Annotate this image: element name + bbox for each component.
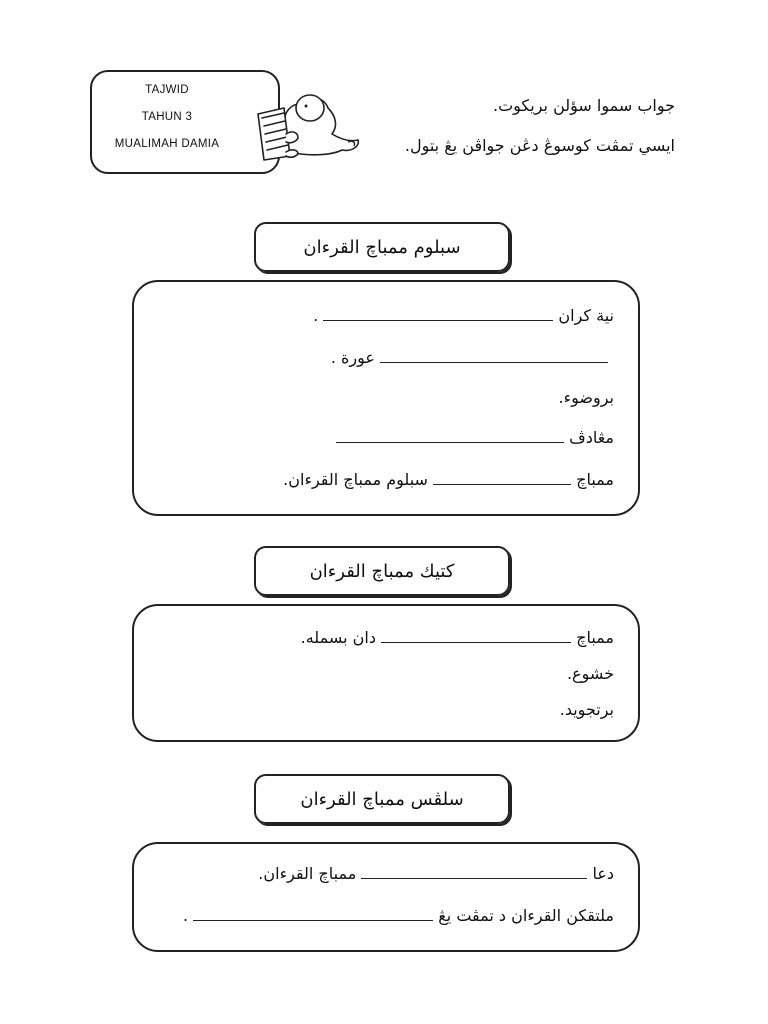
fill-line: ممباچ سبلوم ممباچ القرءان.	[283, 470, 614, 489]
section-box-before-reading	[132, 280, 640, 516]
answer-blank[interactable]	[381, 628, 571, 643]
answer-blank[interactable]	[193, 906, 433, 921]
year-label: TAHUN 3	[141, 111, 193, 123]
answer-blank[interactable]	[433, 470, 571, 485]
section-title-before-reading: سبلوم ممباچ القرءان	[254, 222, 510, 272]
answer-blank[interactable]	[336, 428, 564, 443]
subject-label: TAJWID	[145, 84, 189, 96]
section-box-during-reading	[132, 604, 640, 742]
fill-line: عورة .	[331, 348, 608, 368]
section-box-after-reading	[132, 842, 640, 952]
fill-line: ملتقكن القرءان د تمڤت يڠ .	[183, 906, 614, 925]
text-line: بروضوء.	[558, 388, 614, 407]
fill-line: نية كران .	[313, 306, 614, 325]
answer-blank[interactable]	[380, 348, 608, 363]
fill-line: دعا ممباچ القرءان.	[258, 864, 614, 883]
reading-mascot-icon	[246, 82, 366, 164]
text-line: برتجويد.	[559, 700, 614, 719]
section-title-after-reading: سلڤس ممباچ القرءان	[254, 774, 510, 824]
text-line: خشوع.	[566, 664, 614, 683]
instruction-line-2: ايسي تمڤت كوسوڠ دڠن جواڤن يڠ بتول.	[404, 136, 675, 155]
instruction-line-1: جواب سموا سؤلن بريكوت.	[493, 96, 675, 115]
fill-line: ممباچ دان بسمله.	[300, 628, 614, 647]
teacher-label: MUALIMAH DAMIA	[114, 138, 220, 150]
fill-line: مڠادڤ	[336, 428, 614, 448]
answer-blank[interactable]	[361, 864, 587, 879]
answer-blank[interactable]	[323, 306, 553, 321]
section-title-during-reading: كتيك ممباچ القرءان	[254, 546, 510, 596]
